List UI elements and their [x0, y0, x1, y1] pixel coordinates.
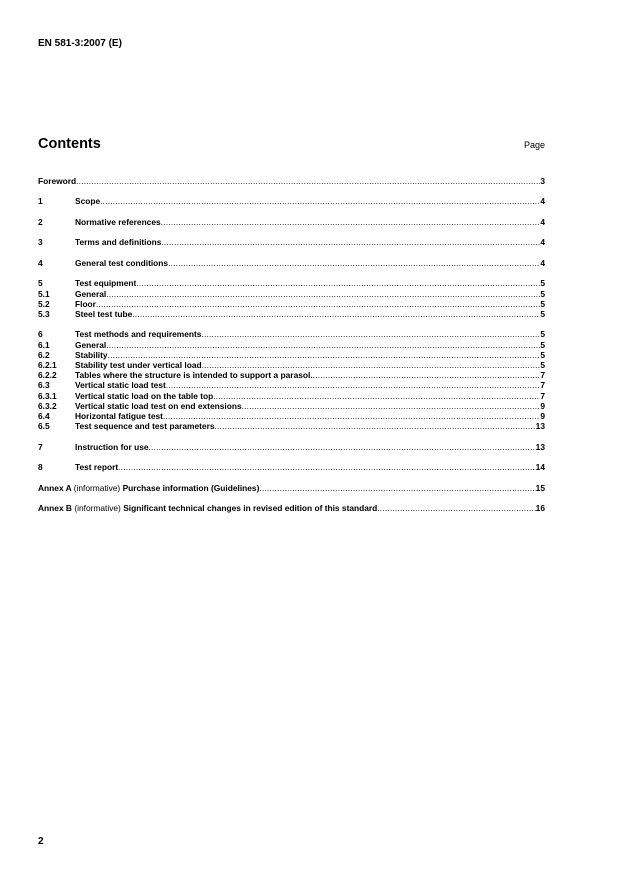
toc-entry-page: 5 [540, 298, 545, 309]
toc-entry-title: Test equipment [75, 278, 137, 289]
toc-entry[interactable] [38, 503, 545, 513]
toc-entry-number: 6.3.1 [38, 390, 57, 401]
toc-entry-number: 6.5 [38, 421, 50, 432]
toc-entry-page: 5 [540, 288, 545, 299]
toc-entry-number: 4 [38, 257, 43, 268]
toc-entry[interactable] [38, 289, 545, 299]
dot-leader [168, 258, 540, 268]
toc-entry-title: Stability [75, 349, 108, 360]
toc-entry-number: 5.2 [38, 298, 50, 309]
toc-entry[interactable] [38, 309, 545, 319]
toc-entry-page: 7 [540, 390, 545, 401]
toc-entry-page: 5 [540, 329, 545, 340]
toc-entry-number: 5.3 [38, 308, 50, 319]
toc-entry-title: Annex A (informative) Purchase information (Guidelines) [38, 482, 260, 493]
toc-entry-title: Test sequence and test parameters [75, 421, 215, 432]
toc-entry[interactable] [38, 483, 545, 493]
toc-entry[interactable] [38, 380, 545, 390]
toc-entry[interactable] [38, 196, 545, 206]
toc-entry-title: Test report [75, 462, 119, 473]
dot-leader [201, 329, 540, 339]
toc-entry-number: 8 [38, 462, 43, 473]
dot-leader [76, 176, 540, 186]
toc-entry-number: 6.2.1 [38, 360, 57, 371]
table-of-contents [38, 176, 545, 513]
dot-leader [132, 309, 540, 319]
dot-leader [259, 483, 535, 493]
toc-entry-title: Stability test under vertical load [75, 360, 202, 371]
toc-entry-page: 13 [535, 421, 545, 432]
toc-entry-page: 16 [535, 503, 545, 514]
toc-entry-page: 5 [540, 339, 545, 350]
toc-entry-page: 7 [540, 380, 545, 391]
toc-entry-title: General [75, 288, 107, 299]
dot-leader [213, 391, 540, 401]
toc-entry[interactable] [38, 411, 545, 421]
toc-entry-title: Annex B (informative) Significant technical changes in revised edition of this standard [38, 503, 378, 514]
toc-entry-page: 9 [540, 410, 545, 421]
toc-entry-number: 5 [38, 278, 43, 289]
toc-entry-number: 6.1 [38, 339, 50, 350]
toc-entry-page: 5 [540, 308, 545, 319]
toc-entry[interactable] [38, 421, 545, 431]
toc-entry-title: Horizontal fatigue test [75, 410, 163, 421]
toc-entry-page: 4 [540, 196, 545, 207]
toc-entry[interactable] [38, 299, 545, 309]
toc-entry-page: 13 [535, 441, 545, 452]
toc-entry-page: 5 [540, 349, 545, 360]
dot-leader [163, 411, 540, 421]
toc-entry-number: 6.4 [38, 410, 50, 421]
toc-entry-page: 7 [540, 370, 545, 381]
toc-entry-title: Vertical static load test [75, 380, 166, 391]
dot-leader [214, 421, 535, 431]
toc-entry-number: 1 [38, 196, 43, 207]
toc-entry[interactable] [38, 258, 545, 268]
toc-entry-page: 5 [540, 360, 545, 371]
toc-entry[interactable] [38, 350, 545, 360]
toc-entry-page: 4 [540, 257, 545, 268]
toc-entry-number: 6.2.2 [38, 370, 57, 381]
toc-entry-title: Normative references [75, 216, 161, 227]
toc-entry-number: 6.3 [38, 380, 50, 391]
toc-entry[interactable] [38, 329, 545, 339]
document-id: EN 581-3:2007 (E) [38, 38, 122, 49]
toc-entry[interactable] [38, 217, 545, 227]
toc-entry-title: Instruction for use [75, 441, 149, 452]
toc-entry-title: Test methods and requirements [75, 329, 202, 340]
dot-leader [161, 237, 540, 247]
dot-leader [377, 503, 535, 513]
toc-entry-number: 7 [38, 441, 43, 452]
toc-entry-page: 4 [540, 216, 545, 227]
toc-entry-number: 6 [38, 329, 43, 340]
toc-entry-page: 5 [540, 278, 545, 289]
page-number: 2 [38, 836, 44, 847]
toc-entry-page: 9 [540, 400, 545, 411]
dot-leader [166, 380, 541, 390]
dot-leader [118, 462, 536, 472]
toc-entry-page: 15 [535, 482, 545, 493]
dot-leader [106, 289, 540, 299]
dot-leader [96, 299, 540, 309]
toc-entry[interactable] [38, 176, 545, 186]
dot-leader [313, 370, 541, 380]
toc-entry-title: Tables where the structure is intended to support a parasol. [75, 370, 313, 381]
toc-entry[interactable] [38, 360, 545, 370]
toc-entry-title: Scope [75, 196, 101, 207]
toc-entry-title: Foreword [38, 175, 77, 186]
dot-leader [242, 401, 541, 411]
toc-entry-title: General [75, 339, 107, 350]
dot-leader [202, 360, 541, 370]
toc-entry-title: Terms and definitions [75, 237, 162, 248]
toc-entry-page: 3 [540, 175, 545, 186]
toc-entry[interactable] [38, 462, 545, 472]
toc-entry[interactable] [38, 401, 545, 411]
dot-leader [161, 217, 541, 227]
toc-entry[interactable] [38, 442, 545, 452]
toc-entry-title: Vertical static load on the table top [75, 390, 214, 401]
dot-leader [106, 340, 540, 350]
toc-entry-page: 4 [540, 237, 545, 248]
toc-entry-number: 3 [38, 237, 43, 248]
toc-entry-number: 2 [38, 216, 43, 227]
toc-entry[interactable] [38, 340, 545, 350]
dot-leader [100, 196, 540, 206]
toc-entry-title: Vertical static load test on end extensions [75, 400, 242, 411]
dot-leader [149, 442, 536, 452]
contents-heading: Contents [38, 136, 101, 152]
toc-entry-title: Steel test tube [75, 308, 133, 319]
toc-entry[interactable] [38, 391, 545, 401]
dot-leader [108, 350, 541, 360]
toc-entry[interactable] [38, 237, 545, 247]
toc-entry[interactable] [38, 370, 545, 380]
toc-entry-number: 6.3.2 [38, 400, 57, 411]
toc-entry-number: 6.2 [38, 349, 50, 360]
toc-entry-title: General test conditions [75, 257, 169, 268]
toc-entry-number: 5.1 [38, 288, 50, 299]
toc-entry-title: Floor [75, 298, 96, 309]
toc-entry[interactable] [38, 278, 545, 288]
annex-label: Annex A (informative) [38, 482, 123, 493]
page-column-label: Page [523, 140, 545, 150]
annex-label: Annex B (informative) [38, 503, 124, 514]
dot-leader [136, 278, 540, 288]
toc-entry-page: 14 [535, 462, 545, 473]
